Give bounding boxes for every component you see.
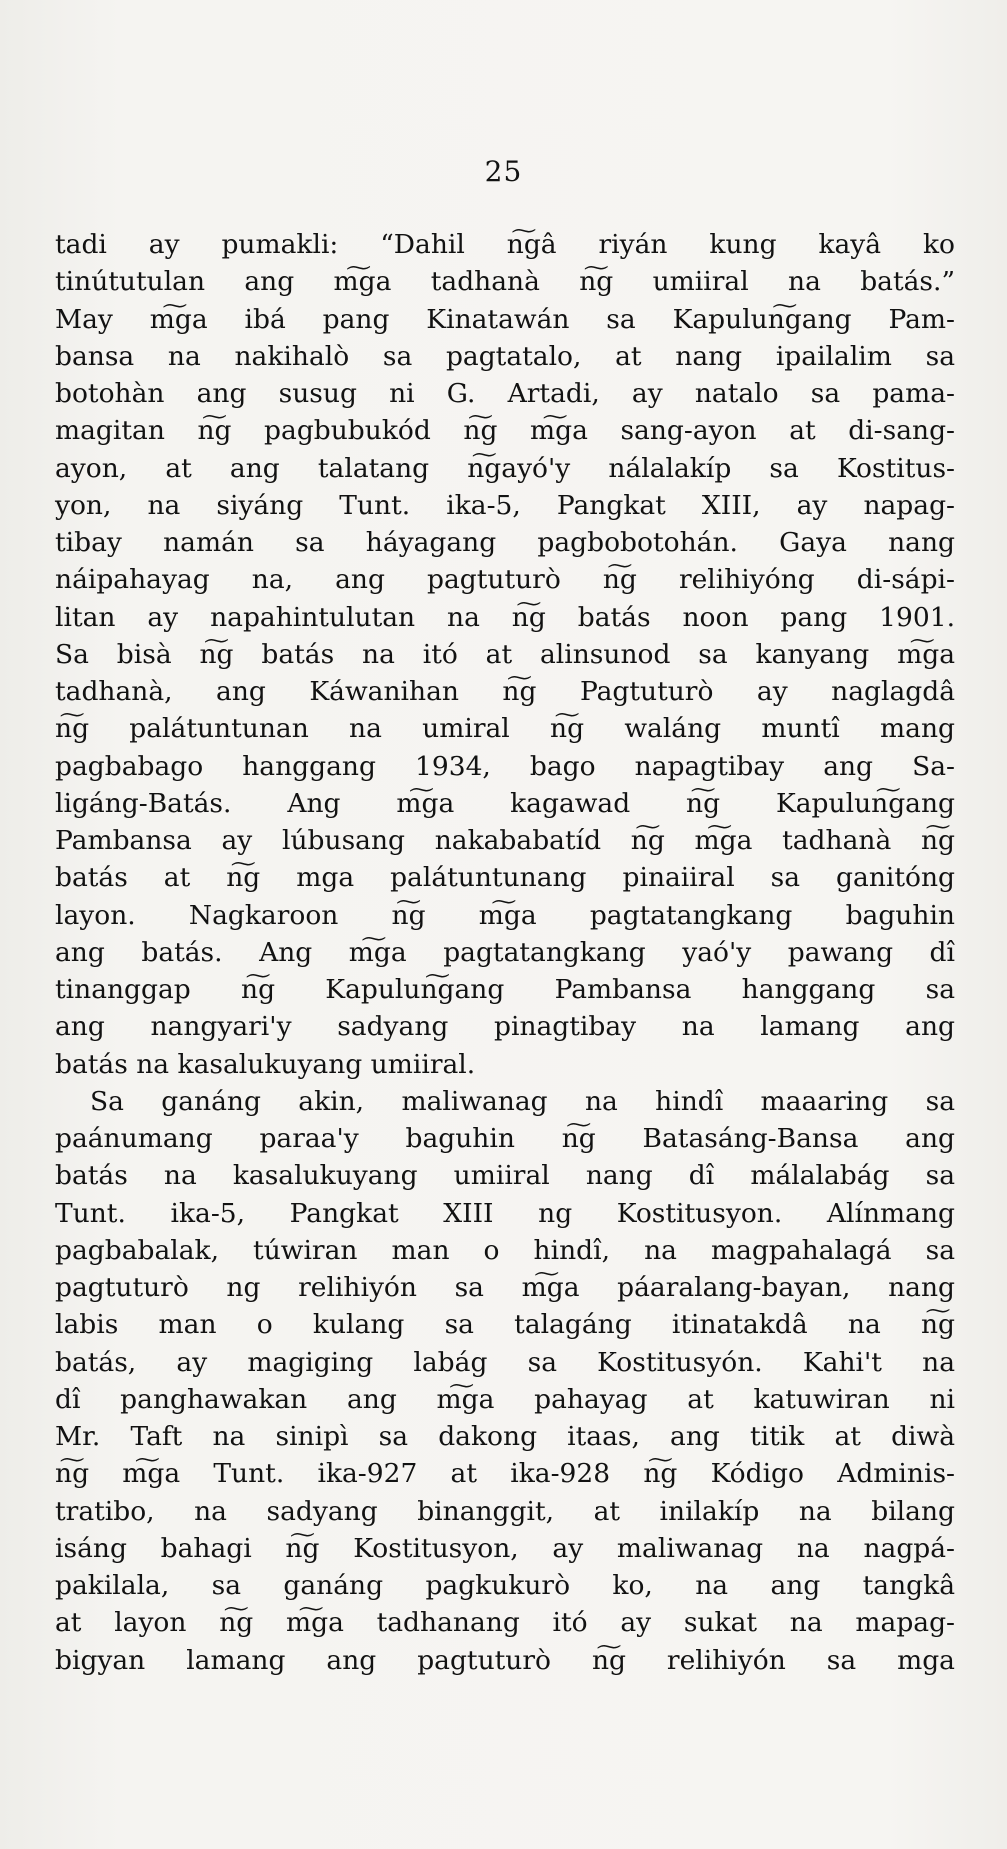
text-line: pagbabago hanggang 1934, bago napagtibay ang Sa- [55, 750, 955, 782]
text-line: tadhanà, ang Káwanihan n͠g Pagtuturò ay naglagdâ [55, 676, 955, 707]
text-line: n͠g m͠ga Tunt. ika-927 at ika-928 n͠g Kódigo Adminis- [55, 1458, 955, 1490]
text-line: paánumang paraa'y baguhin n͠g Batasáng-Bansa ang [55, 1123, 955, 1154]
text-line: Sa bisà n͠g batás na itó at alinsunod sa kanyang m͠ga [55, 638, 955, 670]
text-line: Sa ganáng akin, maliwanag na hindî maaaring sa [90, 1085, 955, 1117]
paragraph [55, 1083, 955, 1679]
text-line: batás na kasalukuyang umiiral nang dî málalabág sa [55, 1160, 955, 1192]
text-line: n͠g palátuntunan na umiral n͠g waláng muntî mang [55, 713, 955, 745]
text-line: at layon n͠g m͠ga tadhanang itó ay sukat na mapag- [55, 1607, 955, 1639]
text-line: ang batás. Ang m͠ga pagtatangkang yaó'y pawang dî [55, 936, 955, 968]
text-line: dî panghawakan ang m͠ga pahayag at katuwiran ni [55, 1383, 955, 1415]
text-line: May m͠ga ibá pang Kinatawán sa Kapulun͠gang Pam- [55, 303, 955, 335]
text-line: pagbabalak, túwiran man o hindî, na magpahalagá sa [55, 1234, 955, 1266]
text-line: labis man o kulang sa talagáng itinatakdâ na n͠g [55, 1309, 955, 1341]
body-text [55, 226, 955, 1679]
text-line: magitan n͠g pagbubukód n͠g m͠ga sang-ayon at di-sang- [55, 415, 955, 447]
text-line: Mr. Taft na sinipì sa dakong itaas, ang titik at diwà [55, 1421, 955, 1452]
text-line: náipahayag na, ang pagtuturò n͠g relihiyóng di-sápi- [55, 564, 955, 596]
text-line: botohàn ang susug ni G. Artadi, ay natalo sa pama- [55, 378, 955, 409]
text-line: Tunt. ika-5, Pangkat XIII ng Kostitusyon. Alínmang [55, 1197, 955, 1229]
text-line: batás at n͠g mga palátuntunang pinaiiral sa ganitóng [55, 862, 955, 894]
text-line: tratibo, na sadyang binanggit, at inilakíp na bilang [55, 1495, 955, 1527]
text-line: isáng bahagi n͠g Kostitusyon, ay maliwanag na nagpá- [55, 1532, 955, 1564]
text-line: pakilala, sa ganáng pagkukurò ko, na ang tangkâ [55, 1570, 955, 1601]
text-line: batás, ay magiging labág sa Kostitusyón. Kahi't na [55, 1346, 955, 1378]
text-line: ligáng-Batás. Ang m͠ga kagawad n͠g Kapulun͠gang [55, 787, 955, 819]
text-line: layon. Nagkaroon n͠g m͠ga pagtatangkang baguhin [55, 899, 955, 931]
text-line: yon, na siyáng Tunt. ika-5, Pangkat XIII, ay napag- [55, 489, 955, 521]
text-line: ayon, at ang talatang n͠gayó'y nálalakíp sa Kostitus- [55, 452, 955, 484]
text-line: Pambansa ay lúbusang nakababatíd n͠g m͠ga tadhanà n͠g [55, 825, 955, 856]
text-line: tinútutulan ang m͠ga tadhanà n͠g umiiral na batás.” [55, 266, 955, 298]
text-line: batás na kasalukuyang umiiral. [55, 1048, 476, 1080]
text-line: tinanggap n͠g Kapulun͠gang Pambansa hanggang sa [55, 974, 955, 1005]
text-line: tibay namán sa háyagang pagbobotohán. Gaya nang [55, 527, 955, 558]
text-line: tadi ay pumakli: “Dahil n͠gâ riyán kung kayâ ko [55, 229, 955, 260]
paragraph [55, 226, 955, 1083]
text-line: bansa na nakihalò sa pagtatalo, at nang ipailalim sa [55, 340, 955, 372]
text-line: pagtuturò ng relihiyón sa m͠ga páaralang-bayan, nang [55, 1272, 955, 1303]
text-line: bigyan lamang ang pagtuturò n͠g relihiyón sa mga [55, 1644, 955, 1676]
text-line: ang nangyari'y sadyang pinagtibay na lamang ang [55, 1011, 955, 1043]
text-line: litan ay napahintulutan na n͠g batás noon pang 1901. [55, 601, 955, 633]
page-number: 25 [484, 155, 523, 188]
